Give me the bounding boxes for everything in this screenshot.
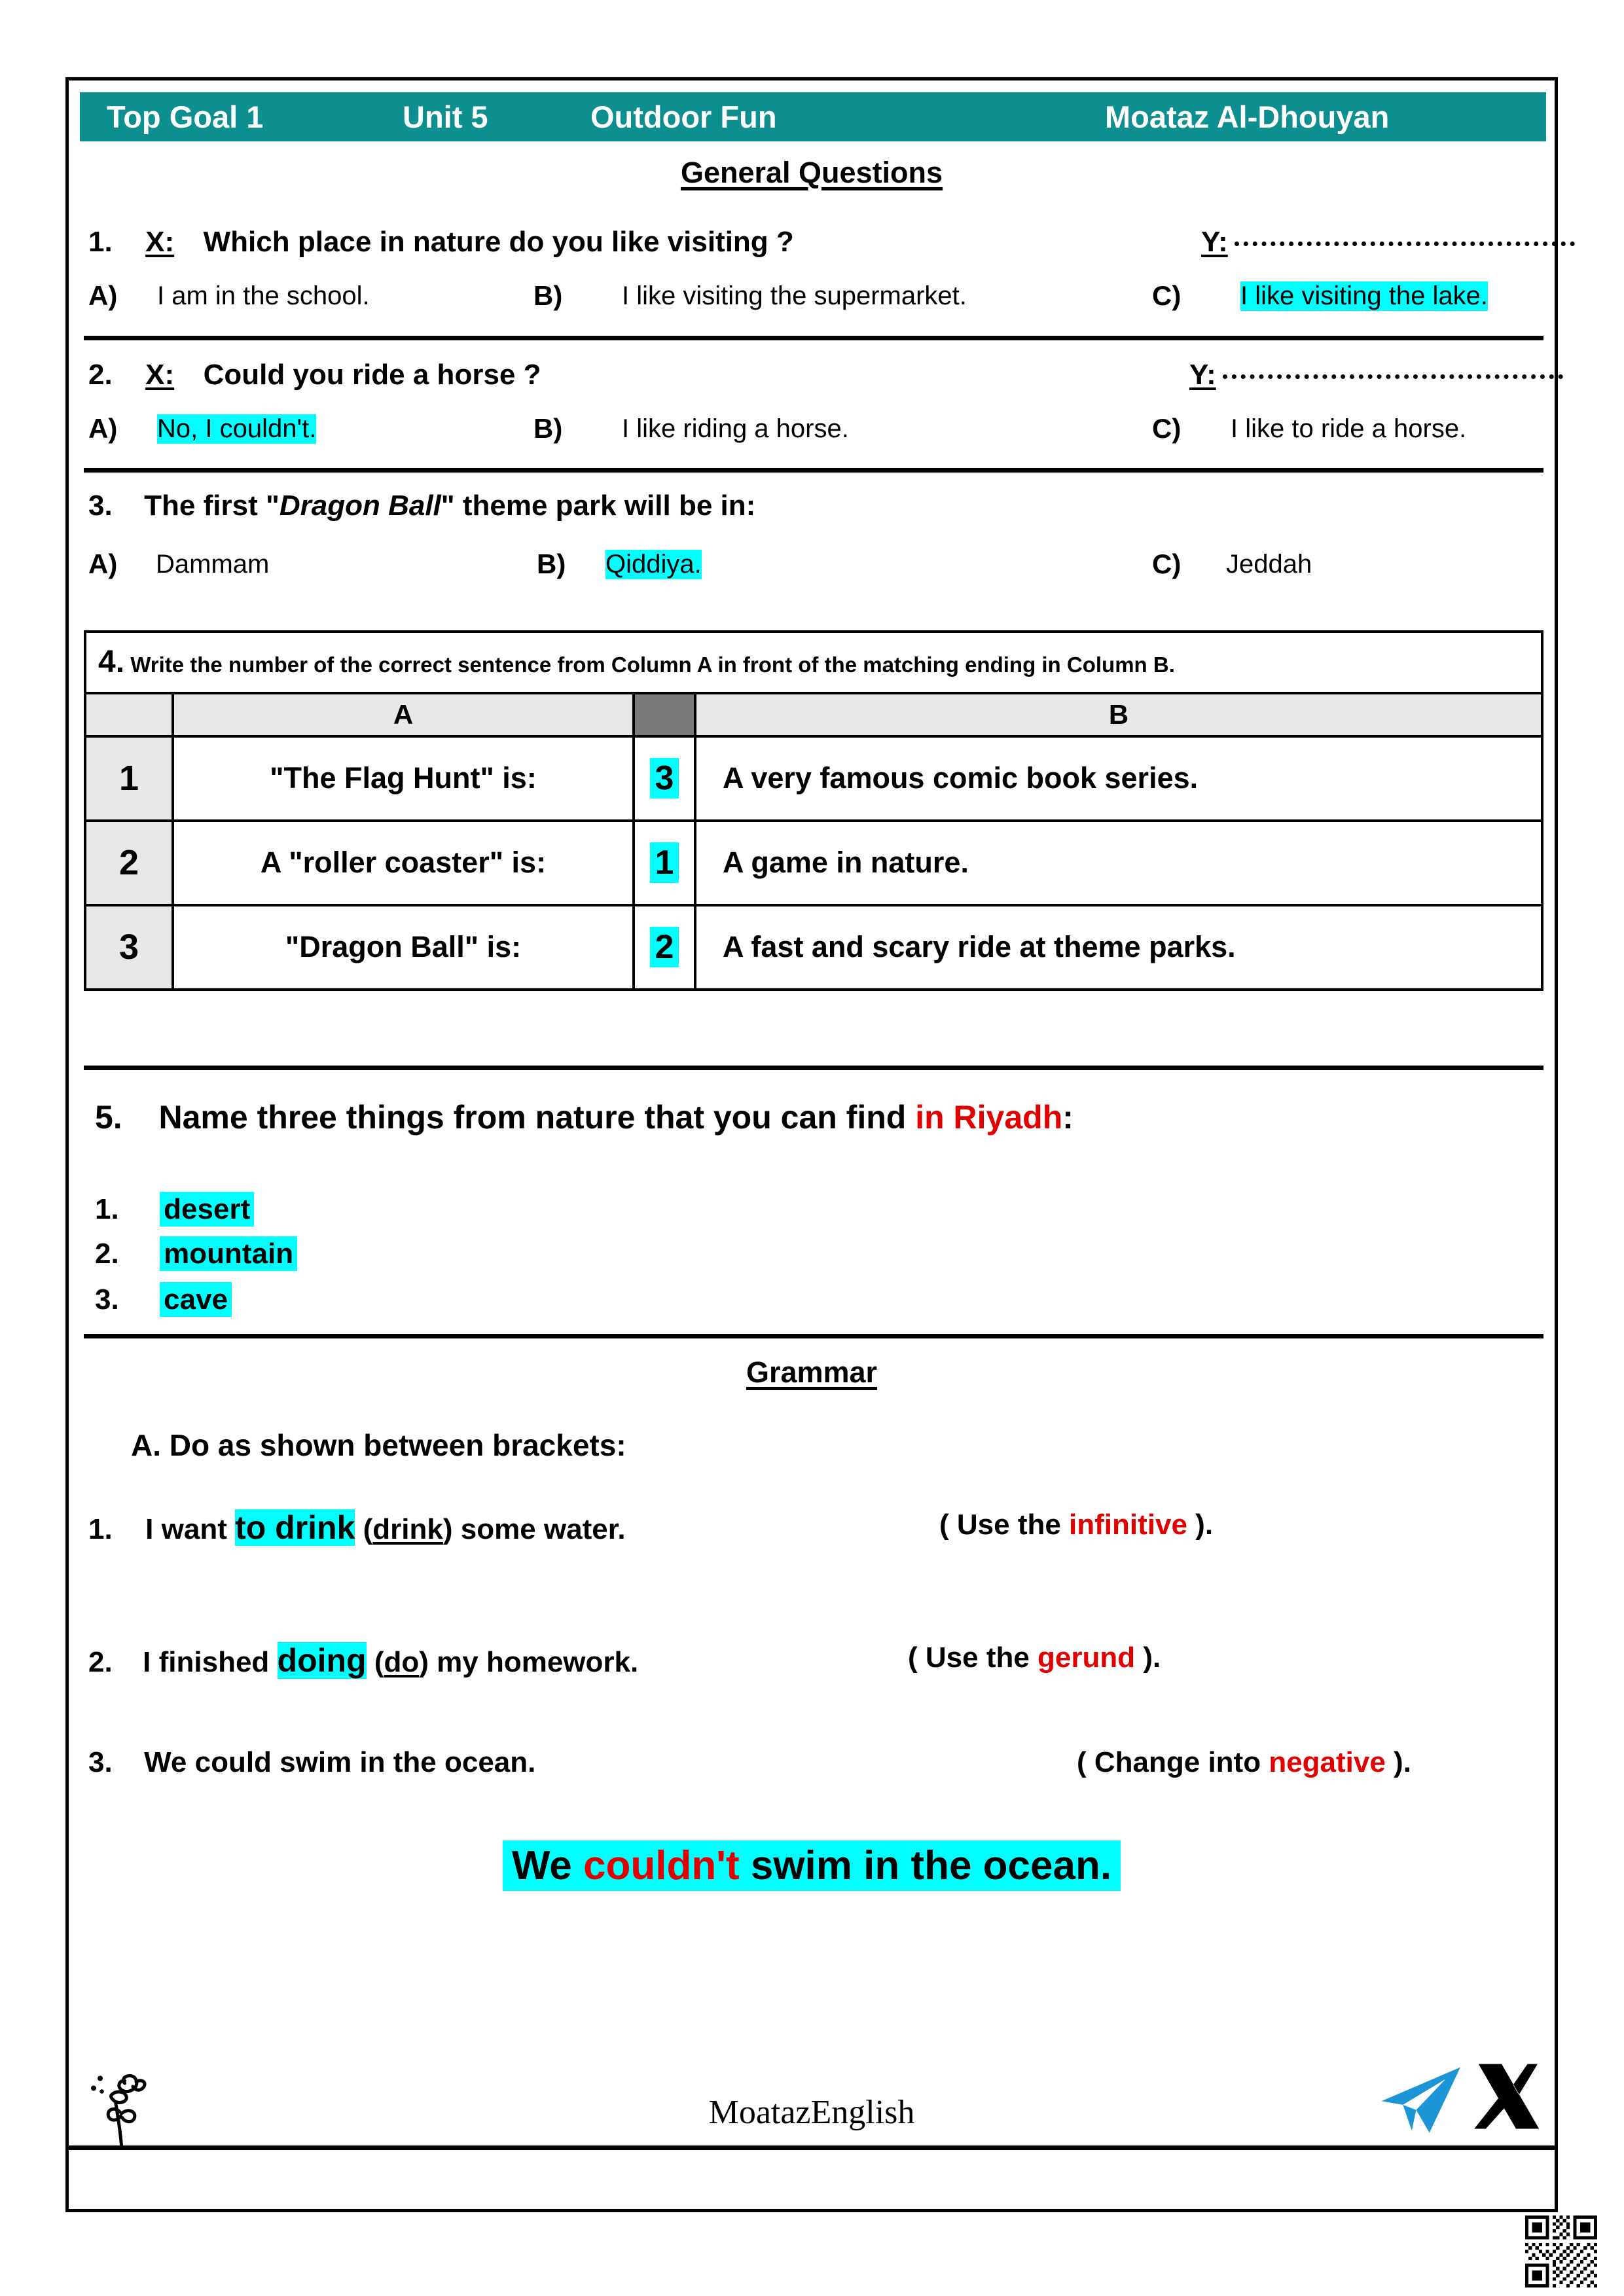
grammar-item-2 — [88, 1641, 638, 1679]
question-2-answer-line — [1189, 359, 1563, 391]
table-header-row — [85, 693, 1542, 736]
grammar-3-bracket — [1077, 1746, 1411, 1779]
grammar-3-bracket-keyword: negative — [1269, 1746, 1386, 1778]
final-answer-post: swim in the ocean. — [739, 1843, 1112, 1888]
q5-item-2-label: 2. — [95, 1238, 119, 1270]
question-1-prompt — [88, 226, 794, 259]
grammar-1-pre: I want — [145, 1513, 236, 1545]
q3-option-b-text[interactable]: Qiddiya. — [605, 550, 702, 579]
final-answer-pre: We — [511, 1843, 584, 1888]
grammar-item-3 — [88, 1746, 535, 1779]
grammar-2-bracket — [908, 1641, 1161, 1674]
grammar-2-bracket-post: ). — [1135, 1641, 1161, 1674]
q2-option-c-text[interactable]: I like to ride a horse. — [1231, 414, 1467, 443]
final-answer-keyword: couldn't — [583, 1843, 740, 1888]
table-instruction-row — [85, 632, 1542, 693]
q4-number: 4. — [98, 645, 125, 679]
question-2-prompt — [88, 359, 541, 391]
q1-dotted-line[interactable] — [1235, 242, 1575, 246]
q1-option-c-text[interactable]: I like visiting the lake. — [1240, 281, 1488, 310]
grammar-2-mid-open: ( — [366, 1646, 384, 1678]
q2-dotted-line[interactable] — [1223, 374, 1563, 379]
worksheet-page — [65, 77, 1558, 2212]
row-3-column-b-text: A fast and scary ride at theme parks. — [695, 905, 1542, 990]
table-corner-cell — [85, 693, 173, 736]
q1-option-c-label: C) — [1152, 280, 1182, 311]
row-2-column-a-text: A "roller coaster" is: — [173, 821, 634, 905]
q2-option-c-label: C) — [1152, 413, 1182, 444]
x-twitter-icon[interactable] — [1473, 2057, 1545, 2136]
row-3-match-answer[interactable]: 2 — [634, 905, 695, 990]
q3-option-a-label: A) — [88, 548, 118, 579]
table-row — [85, 905, 1542, 990]
grammar-1-mid-close: ) some water. — [442, 1513, 626, 1545]
grammar-3-bracket-pre: ( Change into — [1077, 1746, 1269, 1778]
row-2-match-answer[interactable]: 1 — [634, 821, 695, 905]
grammar-1-bracket-pre: ( Use the — [939, 1509, 1070, 1541]
header-book-title: Top Goal 1 — [107, 99, 264, 134]
grammar-1-mid-open: ( — [355, 1513, 373, 1545]
q3-option-c-text[interactable]: Jeddah — [1226, 550, 1312, 579]
grammar-title: Grammar — [746, 1355, 878, 1389]
column-b-header: B — [695, 693, 1542, 736]
grammar-final-answer-highlight — [503, 1840, 1121, 1891]
q2-speaker-y: Y: — [1189, 359, 1216, 391]
grammar-subheading: A. Do as shown between brackets: — [131, 1428, 626, 1462]
q5-item-3-label: 3. — [95, 1283, 119, 1316]
q1-speaker-y: Y: — [1201, 226, 1228, 258]
q3-option-b-label: B) — [537, 548, 566, 579]
q3-option-c-label: C) — [1152, 548, 1182, 579]
q3-prompt-pre: The first " — [144, 490, 280, 522]
divider-after-table — [84, 1066, 1543, 1070]
divider-after-q1 — [84, 336, 1543, 340]
grammar-1-bracket-keyword: infinitive — [1069, 1509, 1187, 1541]
q5-prompt-pre: Name three things from nature that you can find — [158, 1099, 916, 1136]
q5-prompt-highlight: in Riyadh — [915, 1099, 1063, 1136]
grammar-2-mid-close: ) my homework. — [419, 1646, 639, 1678]
q2-option-b-label: B) — [533, 413, 563, 444]
q1-number: 1. — [88, 226, 113, 258]
grammar-2-bracket-pre: ( Use the — [908, 1641, 1038, 1674]
q2-speaker-x: X: — [145, 359, 175, 391]
q5-item-1 — [95, 1193, 254, 1226]
q2-option-a-label: A) — [88, 413, 118, 444]
q5-item-3 — [95, 1283, 232, 1316]
q2-option-b-text[interactable]: I like riding a horse. — [622, 414, 849, 443]
column-a-header: A — [173, 693, 634, 736]
q3-number: 3. — [88, 490, 113, 522]
q4-instruction-cell — [85, 632, 1542, 693]
q5-item-2 — [95, 1238, 297, 1270]
q2-option-a-text[interactable]: No, I couldn't. — [157, 414, 317, 443]
q3-option-a-text[interactable]: Dammam — [156, 550, 270, 579]
grammar-1-bracket-post: ). — [1187, 1509, 1214, 1541]
q1-option-b-text[interactable]: I like visiting the supermarket. — [622, 281, 967, 310]
q1-option-a-label: A) — [88, 280, 118, 311]
grammar-2-bracket-keyword: gerund — [1038, 1641, 1136, 1674]
grammar-3-number: 3. — [88, 1746, 113, 1778]
divider-after-q2 — [84, 468, 1543, 473]
q4-instruction-text: Write the number of the correct sentence from Column A in front of the matching ending in Column B. — [130, 653, 1175, 677]
row-3-number: 3 — [85, 905, 173, 990]
grammar-2-pre: I finished — [143, 1646, 278, 1678]
q5-item-3-answer[interactable]: cave — [160, 1282, 232, 1317]
header-author: Moataz Al-Dhouyan — [1105, 99, 1390, 134]
q2-number: 2. — [88, 359, 113, 391]
q5-prompt-post: : — [1062, 1099, 1074, 1136]
footer-divider — [69, 2145, 1556, 2150]
grammar-1-bracket — [939, 1509, 1213, 1541]
q1-option-b-label: B) — [533, 280, 563, 311]
q2-question-text: Could you ride a horse ? — [203, 359, 541, 391]
q1-speaker-x: X: — [145, 226, 175, 258]
question-5-prompt — [95, 1098, 1074, 1136]
q5-item-1-label: 1. — [95, 1193, 119, 1225]
grammar-3-pre: We could swim in the ocean. — [144, 1746, 536, 1778]
worksheet-header-bar — [80, 92, 1546, 141]
q5-item-2-answer[interactable]: mountain — [160, 1236, 297, 1271]
matching-table — [84, 630, 1543, 991]
question-1-answer-line — [1201, 226, 1575, 259]
grammar-1-number: 1. — [88, 1513, 113, 1545]
row-2-column-b-text: A game in nature. — [695, 821, 1542, 905]
row-1-number: 1 — [85, 736, 173, 821]
q3-prompt-italic: Dragon Ball — [279, 490, 441, 522]
grammar-item-1 — [88, 1509, 626, 1547]
row-1-column-b-text: A very famous comic book series. — [695, 736, 1542, 821]
q3-prompt-post: " theme park will be in: — [441, 490, 756, 522]
grammar-3-bracket-post: ). — [1385, 1746, 1411, 1778]
brand-name: MoatazEnglish — [708, 2094, 915, 2131]
grammar-2-number: 2. — [88, 1646, 113, 1678]
qr-code[interactable] — [1525, 2215, 1597, 2287]
general-questions-title: General Questions — [680, 156, 943, 189]
telegram-icon[interactable] — [1378, 2060, 1466, 2139]
table-row — [85, 821, 1542, 905]
question-3-prompt — [88, 490, 755, 522]
q1-question-text: Which place in nature do you like visiting ? — [203, 226, 794, 258]
divider-before-grammar — [84, 1334, 1543, 1338]
q1-option-a-text[interactable]: I am in the school. — [157, 281, 370, 310]
grammar-2-cue: do — [384, 1646, 420, 1678]
grammar-final-answer[interactable] — [69, 1842, 1555, 1889]
header-unit: Unit 5 — [403, 99, 488, 134]
row-2-number: 2 — [85, 821, 173, 905]
grammar-1-cue: drink — [372, 1513, 443, 1545]
table-row — [85, 736, 1542, 821]
grammar-1-answer[interactable]: to drink — [235, 1509, 355, 1546]
table-gray-divider-cell — [634, 693, 695, 736]
row-1-column-a-text: "The Flag Hunt" is: — [173, 736, 634, 821]
q5-number: 5. — [95, 1099, 122, 1136]
row-3-column-a-text: "Dragon Ball" is: — [173, 905, 634, 990]
grammar-2-answer[interactable]: doing — [277, 1642, 367, 1679]
row-1-match-answer[interactable]: 3 — [634, 736, 695, 821]
header-topic: Outdoor Fun — [590, 99, 777, 134]
q5-item-1-answer[interactable]: desert — [160, 1192, 254, 1227]
